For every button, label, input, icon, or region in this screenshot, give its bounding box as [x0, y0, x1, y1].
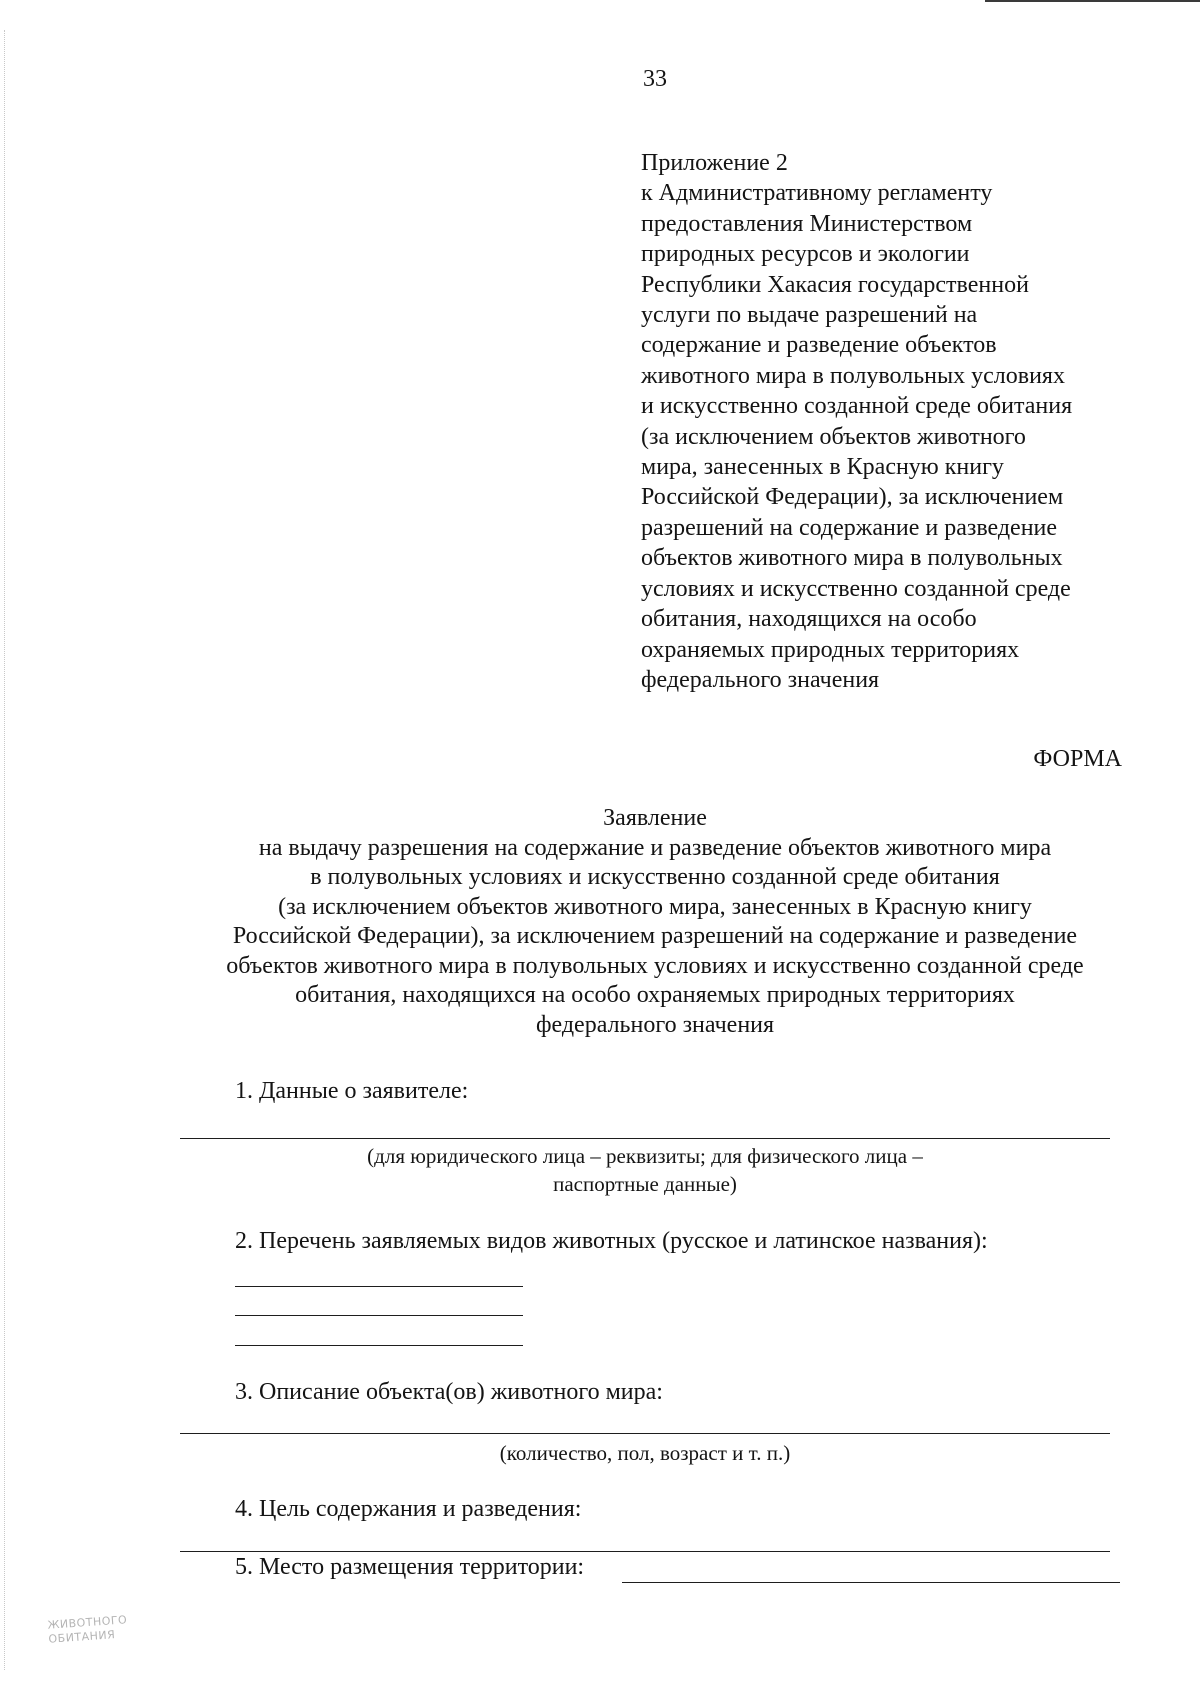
appendix-line: содержание и разведение объектов: [641, 332, 997, 359]
page-number: 33: [643, 66, 667, 92]
title-line: на выдачу разрешения на содержание и разведение объектов животного мира: [258, 834, 1052, 861]
applicant-caption: [180, 1142, 1110, 1198]
scan-left-edge: [4, 30, 5, 1670]
applicant-caption-line: паспортные данные): [553, 1172, 737, 1196]
title-line: Заявление: [603, 805, 707, 831]
title-line: объектов животного мира в полувольных условиях и искусственно созданной среде: [226, 952, 1084, 979]
appendix-line: охраняемых природных территориях: [641, 636, 1020, 663]
applicant-caption-line: (для юридического лица – реквизиты; для физического лица –: [367, 1144, 923, 1168]
species-fill-line-1[interactable]: [235, 1286, 523, 1287]
title-line: федерального значения: [535, 1011, 775, 1038]
appendix-line: Республики Хакасия государственной: [641, 271, 1029, 298]
stamp-line: ОБИТАНИЯ: [48, 1628, 116, 1646]
form-label: ФОРМА: [1033, 746, 1122, 772]
species-fill-line-2[interactable]: [235, 1315, 523, 1316]
applicant-fill-line[interactable]: [180, 1138, 1110, 1139]
appendix-line: обитания, находящихся на особо: [641, 606, 977, 633]
appendix-line: объектов животного мира в полувольных: [641, 545, 1063, 572]
appendix-line: мира, занесенных в Красную книгу: [641, 454, 1004, 481]
section-applicant-label: 1. Данные о заявителе:: [235, 1078, 469, 1104]
section-description-label: 3. Описание объекта(ов) животного мира:: [235, 1379, 663, 1405]
title-line: (за исключением объектов животного мира, занесенных в Красную книгу: [278, 893, 1032, 920]
species-fill-line-3[interactable]: [235, 1345, 523, 1346]
purpose-fill-line[interactable]: [180, 1551, 1110, 1552]
appendix-line: федерального значения: [641, 666, 880, 693]
appendix-line: разрешений на содержание и разведение: [641, 514, 1058, 541]
section-species-label: 2. Перечень заявляемых видов животных (русское и латинское названия):: [235, 1228, 988, 1254]
scan-top-edge-line: [985, 0, 1200, 2]
title-line: Российской Федерации), за исключением разрешений на содержание и разведение: [232, 923, 1078, 949]
appendix-line: предоставления Министерством: [641, 210, 973, 237]
title-line: обитания, находящихся на особо охраняемых природных территориях: [295, 982, 1015, 1008]
appendix-line: услуги по выдаче разрешений на: [641, 302, 978, 329]
section-location-label: 5. Место размещения территории:: [235, 1554, 585, 1580]
faint-stamp: [47, 1613, 129, 1646]
appendix-line: условиях и искусственно созданной среде: [641, 575, 1071, 602]
description-caption: (количество, пол, возраст и т. п.): [499, 1441, 791, 1465]
document-title: [130, 804, 1180, 1040]
appendix-line: природных ресурсов и экологии: [641, 241, 970, 268]
appendix-line: Приложение 2: [641, 150, 788, 176]
title-line: в полувольных условиях и искусственно созданной среде обитания: [310, 864, 1000, 890]
appendix-note: [641, 148, 1181, 695]
appendix-line: (за исключением объектов животного: [641, 423, 1026, 450]
appendix-line: и искусственно созданной среде обитания: [641, 393, 1073, 420]
appendix-line: к Административному регламенту: [641, 180, 993, 207]
stamp-line: ЖИВОТНОГО: [47, 1613, 128, 1632]
appendix-line: Российской Федерации), за исключением: [641, 484, 1064, 511]
location-fill-line[interactable]: [622, 1582, 1120, 1583]
description-fill-line[interactable]: [180, 1433, 1110, 1434]
appendix-line: животного мира в полувольных условиях: [641, 362, 1065, 389]
section-purpose-label: 4. Цель содержания и разведения:: [235, 1496, 582, 1522]
